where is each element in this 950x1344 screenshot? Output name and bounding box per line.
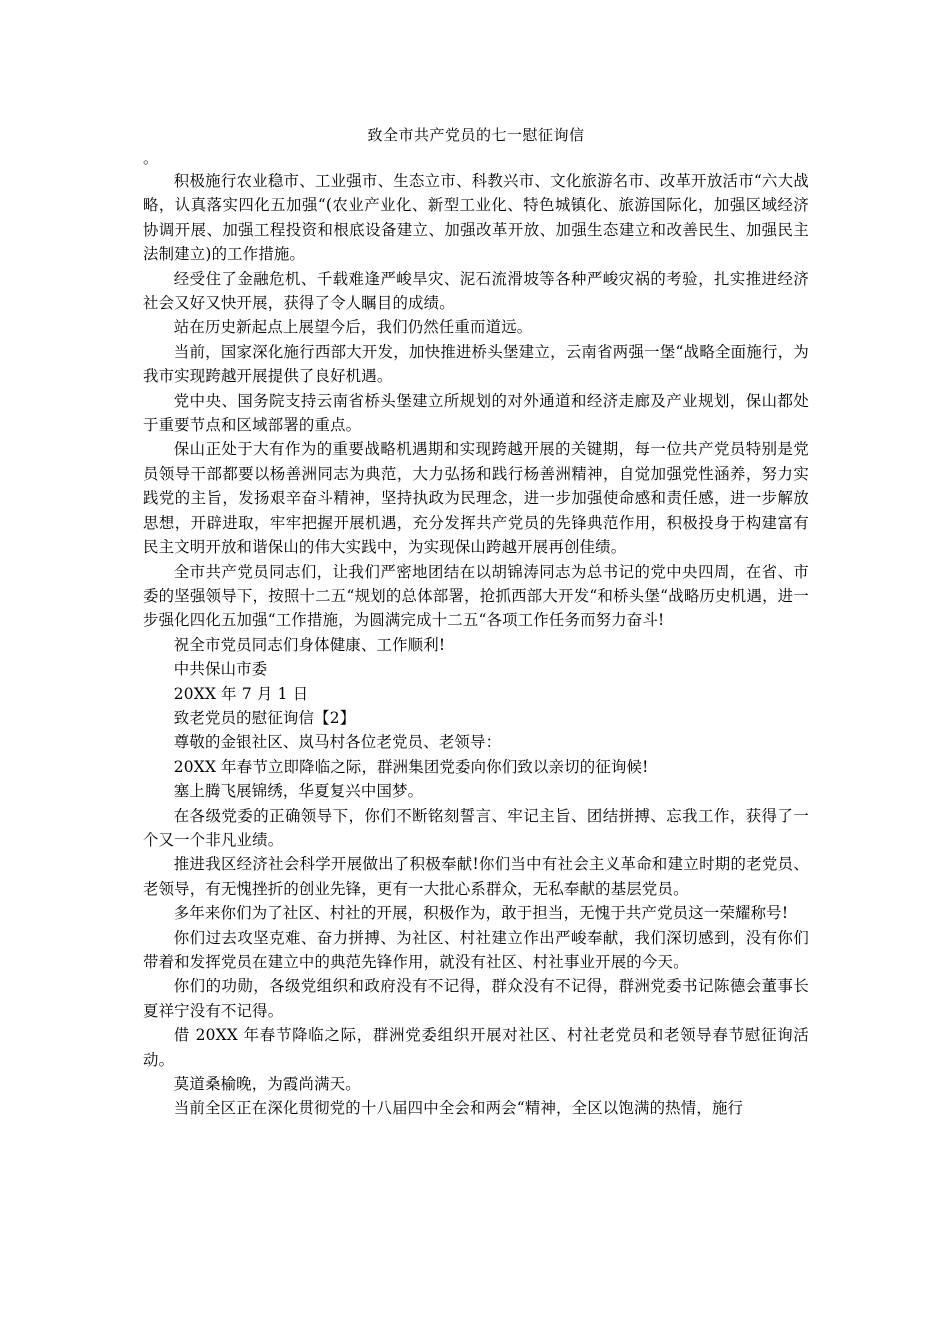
salutation: 尊敬的金银社区、岚马村各位老党员、老领导： (173, 733, 502, 752)
paragraph: 你们过去攻坚克难、奋力拼搏、为社区、村社建立作出严峻奉献，我们深切感到，没有你们带着和发挥党员在建立中的典范先锋作用，就没有社区、村社事业开展的今天。 (143, 928, 809, 971)
paragraph: 全市共产党员同志们，让我们严密地团结在以胡锦涛同志为总书记的党中央四周，在省、市委的坚强领导下，按照十二五“规划的总体部署，抢抓西部大开发“和桥头堡“战略历史机遇，进一步强化四化五加强“工作措施，为圆满完成十二五“各项工作任务而努力奋斗! (143, 562, 809, 630)
opening-mark: 。 (143, 149, 159, 167)
paragraph: 保山正处于大有作为的重要战略机遇期和实现跨越开展的关键期，每一位共产党员特别是党员领导干部都要以杨善洲同志为典范，大力弘扬和践行杨善洲精神，自觉加强党性涵养，努力实践党的主旨，发扬艰辛奋斗精神，坚持执政为民理念，进一步加强使命感和责任感，进一步解放思想，开辟进取，牢牢把握开展机遇，充分发挥共产党员的先锋典范作用，积极投身于构建富有民主文明开放和谐保山的伟大实践中，为实现保山跨越开展再创佳绩。 (143, 440, 809, 557)
paragraph: 党中央、国务院支持云南省桥头堡建立所规划的对外通道和经济走廊及产业规划，保山都处于重要节点和区域部署的重点。 (143, 391, 809, 435)
paragraph: 推进我区经济社会科学开展做出了积极奉献!你们当中有社会主义革命和建立时期的老党员、老领导，有无愧挫折的创业先锋，更有一大批心系群众，无私奉献的基层党员。 (143, 855, 809, 898)
paragraph: 在各级党委的正确领导下，你们不断铭刻誓言、牢记主旨、团结拼搏、忘我工作，获得了一个又一个非凡业绩。 (143, 806, 809, 849)
document-title: 致全市共产党员的七一慰征询信 (367, 126, 585, 144)
document-body (143, 169, 809, 1121)
paragraph: 当前，国家深化施行西部大开发，加快推进桥头堡建立，云南省两强一堡“战略全面施行，为我市实现跨越开展提供了良好机遇。 (143, 342, 809, 386)
signature-organization: 中共保山市委 (173, 660, 268, 679)
paragraph: 祝全市党员同志们身体健康、工作顺利! (173, 635, 446, 654)
paragraph: 借 20XX 年春节降临之际，群洲党委组织开展对社区、村社老党员和老领导春节慰征询活动。 (143, 1026, 809, 1069)
paragraph: 积极施行农业稳市、工业强市、生态立市、科教兴市、文化旅游名市、改革开放活市“六大战略，认真落实四化五加强“(农业产业化、新型工业化、特色城镇化、旅游国际化，加强区域经济协调开展、加强工程投资和根底设备建立、加强改革开放、加强生态建立和改善民生、加强民主法制建立)的工作措施。 (143, 172, 809, 264)
paragraph: 当前全区正在深化贯彻党的十八届四中全会和两会“精神，全区以饱满的热情，施行 (173, 1099, 744, 1118)
section-heading: 致老党员的慰征询信【2】 (173, 708, 356, 727)
paragraph: 塞上腾飞展锦绣，华夏复兴中国梦。 (173, 782, 424, 801)
paragraph: 20XX 年春节立即降临之际，群洲集团党委向你们致以亲切的征询候! (173, 757, 649, 776)
paragraph: 莫道桑榆晚，为霞尚满天。 (173, 1075, 361, 1094)
paragraph: 站在历史新起点上展望今后，我们仍然任重而道远。 (173, 318, 533, 337)
paragraph: 多年来你们为了社区、村社的开展，积极作为，敢于担当，无愧于共产党员这一荣耀称号! (173, 904, 789, 923)
signature-date: 20XX 年 7 月 1 日 (173, 684, 309, 703)
paragraph: 经受住了金融危机、千载难逢严峻旱灾、泥石流滑坡等各种严峻灾祸的考验，扎实推进经济社会又好又快开展，获得了令人瞩目的成绩。 (143, 269, 809, 313)
paragraph: 你们的功勋，各级党组织和政府没有不记得，群众没有不记得，群洲党委书记陈德会董事长夏祥宁没有不记得。 (143, 977, 809, 1020)
document-page (143, 125, 809, 1121)
